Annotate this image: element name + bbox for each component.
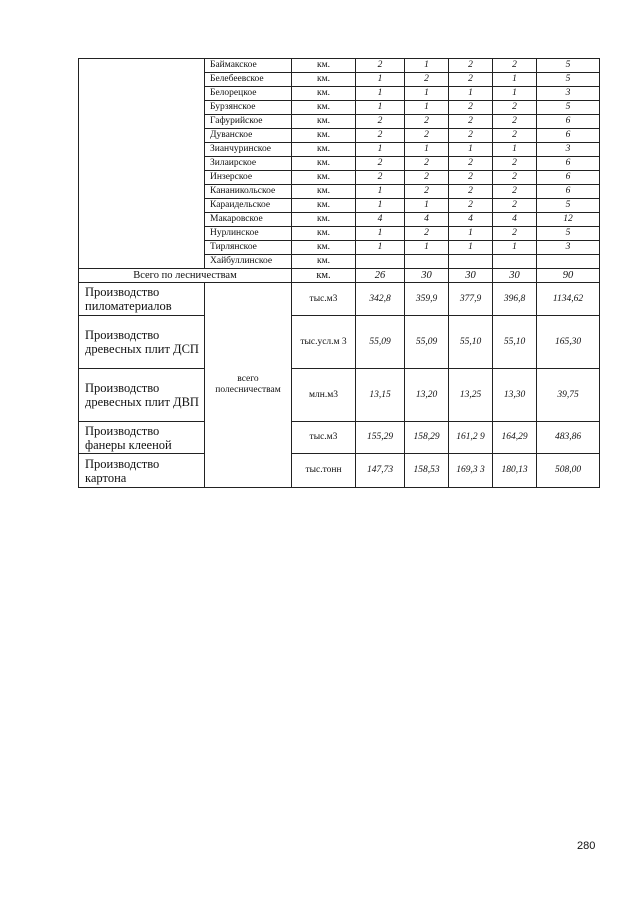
total-unit: км. bbox=[292, 269, 356, 283]
value-cell: 2 bbox=[405, 115, 449, 129]
value-cell: 158,53 bbox=[405, 454, 449, 488]
value-cell: 13,20 bbox=[405, 369, 449, 422]
value-cell: 2 bbox=[449, 157, 493, 171]
district-name: Белорецкое bbox=[205, 87, 292, 101]
value-cell: 2 bbox=[449, 185, 493, 199]
value-cell: 1 bbox=[356, 227, 405, 241]
unit-cell: км. bbox=[292, 101, 356, 115]
value-cell: 5 bbox=[537, 101, 600, 115]
value-cell: 4 bbox=[493, 213, 537, 227]
value-cell: 1 bbox=[405, 101, 449, 115]
unit-cell: тыс.усл.м 3 bbox=[292, 316, 356, 369]
value-cell: 1 bbox=[405, 143, 449, 157]
value-cell: 5 bbox=[537, 227, 600, 241]
value-cell: 3 bbox=[537, 143, 600, 157]
production-label: Производство пиломатериалов bbox=[79, 283, 205, 316]
value-cell: 2 bbox=[493, 227, 537, 241]
total-label: Всего по лесничествам bbox=[79, 269, 292, 283]
value-cell: 4 bbox=[356, 213, 405, 227]
value-cell: 1 bbox=[493, 143, 537, 157]
district-name: Хайбуллинское bbox=[205, 255, 292, 269]
value-cell: 1 bbox=[449, 143, 493, 157]
value-cell: 1 bbox=[493, 87, 537, 101]
value-cell: 6 bbox=[537, 129, 600, 143]
unit-cell: км. bbox=[292, 115, 356, 129]
page-number: 280 bbox=[577, 840, 596, 852]
value-cell: 1 bbox=[356, 73, 405, 87]
value-cell: 1 bbox=[356, 241, 405, 255]
district-name: Тирлянское bbox=[205, 241, 292, 255]
unit-cell: км. bbox=[292, 199, 356, 213]
value-cell bbox=[405, 255, 449, 269]
value-cell: 1 bbox=[405, 241, 449, 255]
district-name: Нурлинское bbox=[205, 227, 292, 241]
district-name: Кананикольское bbox=[205, 185, 292, 199]
unit-cell: км. bbox=[292, 213, 356, 227]
value-cell: 2 bbox=[493, 157, 537, 171]
district-name: Зилаирское bbox=[205, 157, 292, 171]
value-cell: 5 bbox=[537, 73, 600, 87]
value-cell: 2 bbox=[449, 171, 493, 185]
value-cell: 1 bbox=[449, 241, 493, 255]
unit-cell: км. bbox=[292, 143, 356, 157]
value-cell: 2 bbox=[493, 129, 537, 143]
value-cell: 1 bbox=[356, 185, 405, 199]
value-cell: 55,10 bbox=[493, 316, 537, 369]
value-cell: 4 bbox=[405, 213, 449, 227]
district-name: Караидельское bbox=[205, 199, 292, 213]
value-cell: 6 bbox=[537, 115, 600, 129]
value-cell: 3 bbox=[537, 241, 600, 255]
value-cell: 55,09 bbox=[356, 316, 405, 369]
unit-cell: тыс.м3 bbox=[292, 283, 356, 316]
unit-cell: км. bbox=[292, 255, 356, 269]
unit-cell: тыс.тонн bbox=[292, 454, 356, 488]
value-cell: 13,25 bbox=[449, 369, 493, 422]
empty-merged-cell bbox=[79, 59, 205, 269]
unit-cell: км. bbox=[292, 59, 356, 73]
value-cell: 2 bbox=[405, 129, 449, 143]
value-cell: 2 bbox=[356, 129, 405, 143]
unit-cell: км. bbox=[292, 157, 356, 171]
production-label: Производство картона bbox=[79, 454, 205, 488]
production-label: Производство древесных плит ДВП bbox=[79, 369, 205, 422]
data-table-container bbox=[78, 58, 599, 488]
value-cell: 6 bbox=[537, 171, 600, 185]
value-cell: 164,29 bbox=[493, 422, 537, 454]
value-cell: 1 bbox=[405, 87, 449, 101]
value-cell: 2 bbox=[449, 73, 493, 87]
value-cell: 5 bbox=[537, 59, 600, 73]
value-cell: 165,30 bbox=[537, 316, 600, 369]
value-cell: 1 bbox=[493, 241, 537, 255]
total-value: 30 bbox=[405, 269, 449, 283]
value-cell: 1134,62 bbox=[537, 283, 600, 316]
value-cell: 2 bbox=[449, 199, 493, 213]
unit-cell: км. bbox=[292, 129, 356, 143]
value-cell: 1 bbox=[356, 101, 405, 115]
data-table bbox=[78, 58, 600, 488]
value-cell: 2 bbox=[493, 185, 537, 199]
value-cell: 377,9 bbox=[449, 283, 493, 316]
value-cell: 1 bbox=[356, 199, 405, 213]
production-label: Производство древесных плит ДСП bbox=[79, 316, 205, 369]
total-value: 26 bbox=[356, 269, 405, 283]
value-cell: 1 bbox=[405, 199, 449, 213]
district-name: Макаровское bbox=[205, 213, 292, 227]
value-cell: 147,73 bbox=[356, 454, 405, 488]
unit-cell: тыс.м3 bbox=[292, 422, 356, 454]
value-cell: 55,09 bbox=[405, 316, 449, 369]
value-cell bbox=[537, 255, 600, 269]
unit-cell: км. bbox=[292, 185, 356, 199]
value-cell: 13,30 bbox=[493, 369, 537, 422]
value-cell: 2 bbox=[449, 59, 493, 73]
production-row bbox=[79, 422, 600, 454]
value-cell: 39,75 bbox=[537, 369, 600, 422]
unit-cell: км. bbox=[292, 87, 356, 101]
value-cell bbox=[449, 255, 493, 269]
value-cell: 2 bbox=[493, 59, 537, 73]
value-cell: 1 bbox=[356, 87, 405, 101]
value-cell: 1 bbox=[449, 227, 493, 241]
value-cell: 2 bbox=[493, 199, 537, 213]
unit-cell: млн.м3 bbox=[292, 369, 356, 422]
value-cell: 2 bbox=[356, 171, 405, 185]
value-cell: 1 bbox=[356, 143, 405, 157]
value-cell: 508,00 bbox=[537, 454, 600, 488]
value-cell: 13,15 bbox=[356, 369, 405, 422]
value-cell: 158,29 bbox=[405, 422, 449, 454]
value-cell: 169,3 3 bbox=[449, 454, 493, 488]
value-cell: 6 bbox=[537, 185, 600, 199]
district-name: Баймакское bbox=[205, 59, 292, 73]
value-cell: 55,10 bbox=[449, 316, 493, 369]
district-name: Инзерское bbox=[205, 171, 292, 185]
production-row bbox=[79, 316, 600, 369]
value-cell: 2 bbox=[356, 115, 405, 129]
value-cell: 155,29 bbox=[356, 422, 405, 454]
unit-cell: км. bbox=[292, 227, 356, 241]
district-name: Гафурийское bbox=[205, 115, 292, 129]
value-cell: 2 bbox=[449, 101, 493, 115]
value-cell: 6 bbox=[537, 157, 600, 171]
district-name: Зианчуринское bbox=[205, 143, 292, 157]
value-cell: 4 bbox=[449, 213, 493, 227]
value-cell: 2 bbox=[356, 59, 405, 73]
value-cell: 1 bbox=[493, 73, 537, 87]
value-cell: 342,8 bbox=[356, 283, 405, 316]
production-row bbox=[79, 454, 600, 488]
value-cell: 180,13 bbox=[493, 454, 537, 488]
value-cell: 2 bbox=[405, 227, 449, 241]
value-cell: 5 bbox=[537, 199, 600, 213]
district-name: Дуванское bbox=[205, 129, 292, 143]
value-cell: 2 bbox=[405, 171, 449, 185]
value-cell: 2 bbox=[405, 157, 449, 171]
value-cell: 396,8 bbox=[493, 283, 537, 316]
value-cell: 359,9 bbox=[405, 283, 449, 316]
district-name: Бурзянское bbox=[205, 101, 292, 115]
value-cell: 1 bbox=[405, 59, 449, 73]
value-cell: 2 bbox=[449, 129, 493, 143]
unit-cell: км. bbox=[292, 171, 356, 185]
value-cell: 2 bbox=[449, 115, 493, 129]
value-cell: 2 bbox=[493, 115, 537, 129]
table-row bbox=[79, 59, 600, 73]
value-cell: 1 bbox=[449, 87, 493, 101]
total-value: 30 bbox=[449, 269, 493, 283]
total-value: 90 bbox=[537, 269, 600, 283]
value-cell: 12 bbox=[537, 213, 600, 227]
value-cell: 2 bbox=[356, 157, 405, 171]
value-cell: 2 bbox=[493, 171, 537, 185]
production-label: Производство фанеры клееной bbox=[79, 422, 205, 454]
total-row bbox=[79, 269, 600, 283]
value-cell: 2 bbox=[405, 185, 449, 199]
unit-cell: км. bbox=[292, 241, 356, 255]
value-cell: 2 bbox=[493, 101, 537, 115]
production-row bbox=[79, 283, 600, 316]
total-value: 30 bbox=[493, 269, 537, 283]
production-scope: всего полесничествам bbox=[205, 283, 292, 488]
value-cell bbox=[356, 255, 405, 269]
production-row bbox=[79, 369, 600, 422]
value-cell bbox=[493, 255, 537, 269]
value-cell: 2 bbox=[405, 73, 449, 87]
district-name: Белебеевское bbox=[205, 73, 292, 87]
unit-cell: км. bbox=[292, 73, 356, 87]
value-cell: 483,86 bbox=[537, 422, 600, 454]
value-cell: 3 bbox=[537, 87, 600, 101]
value-cell: 161,2 9 bbox=[449, 422, 493, 454]
